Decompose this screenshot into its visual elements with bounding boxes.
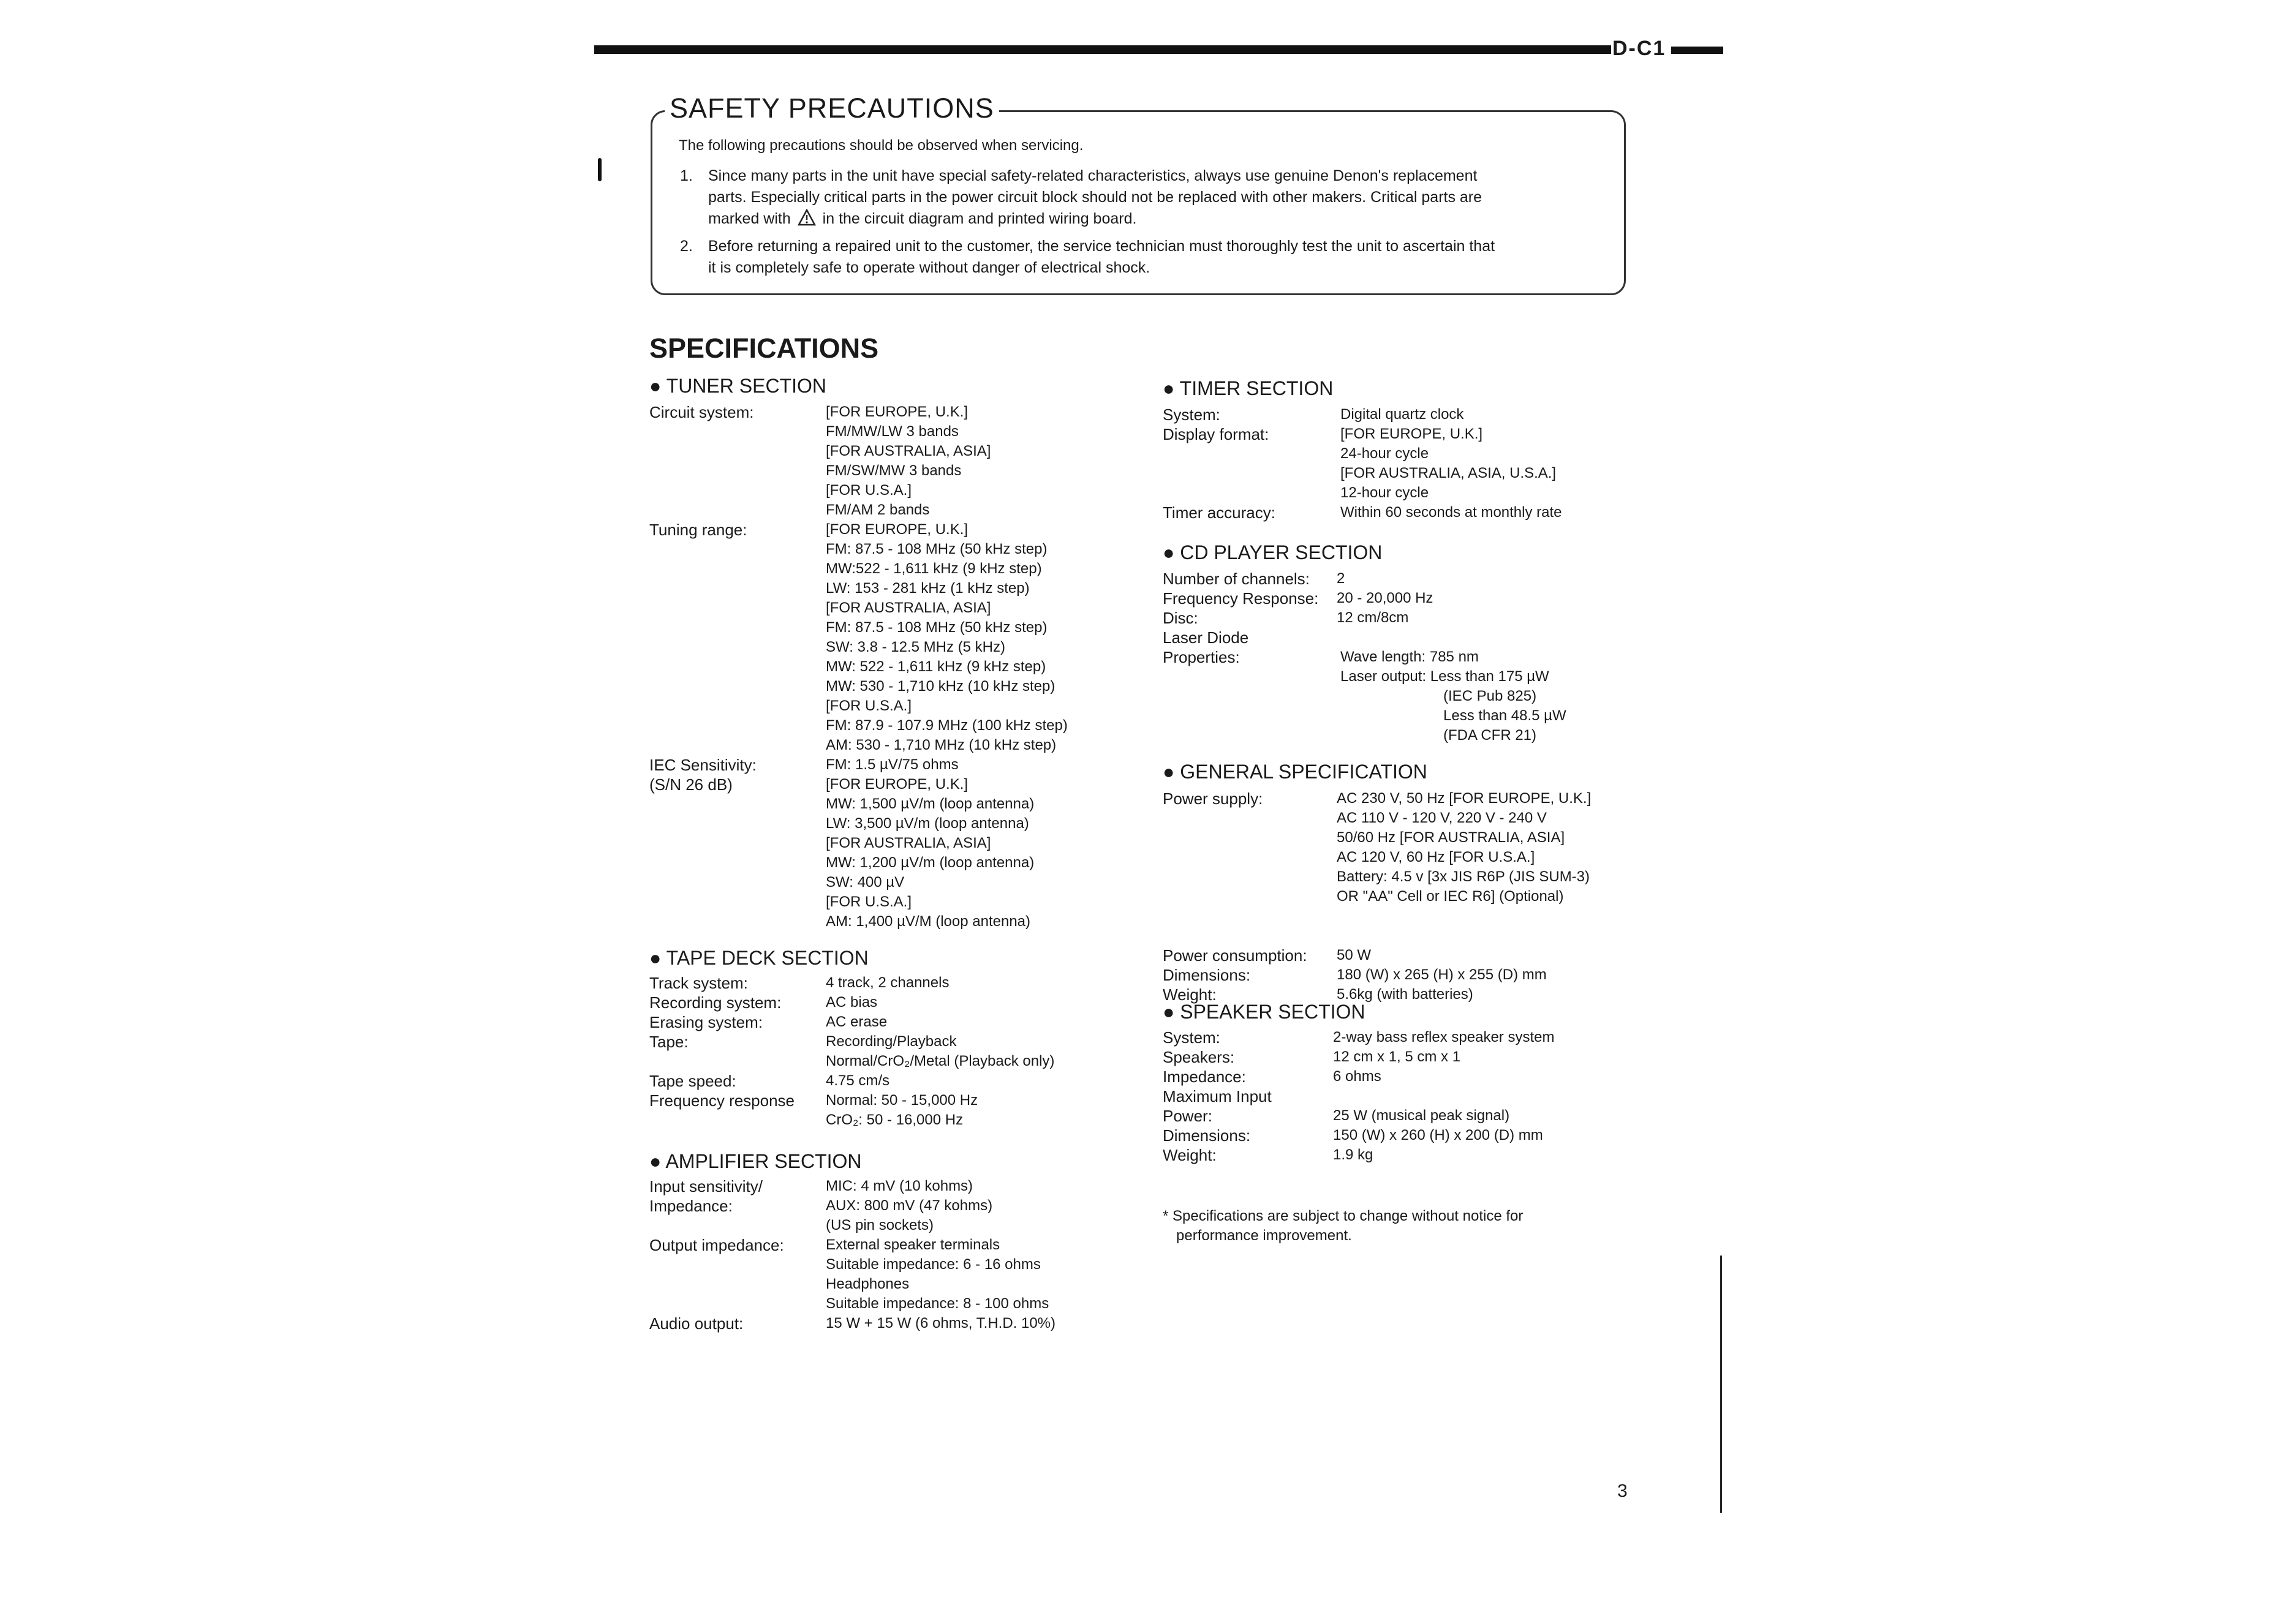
- speaker-labels: System: Speakers: Impedance: Maximum Input Power: Dimensions: Weight:: [1163, 1028, 1272, 1164]
- tape-deck-section-heading: ● TAPE DECK SECTION: [649, 947, 869, 969]
- precaution-line: Since many parts in the unit have special safety-related characteristics, always use genuine Denon's replacement: [708, 167, 1478, 184]
- tape-values: 4 track, 2 channels AC bias AC erase Recording/Playback Normal/CrO₂/Metal (Playback only) 4.75 cm/s Normal: 50 - 15,000 Hz CrO₂: 50 - 16,000 Hz: [826, 974, 1055, 1128]
- warning-triangle-icon: [798, 209, 816, 226]
- tuner-labels: Circuit system: Tuning range: IEC Sensitivity: (S/N 26 dB): [649, 403, 757, 794]
- cd-player-section-heading: ● CD PLAYER SECTION: [1163, 541, 1383, 563]
- precaution-line: marked with in the circuit diagram and printed wiring board.: [708, 210, 1137, 227]
- timer-values: Digital quartz clock [FOR EUROPE, U.K.] 24-hour cycle [FOR AUSTRALIA, ASIA, U.S.A.] 12-hour cycle Within 60 seconds at monthly rate: [1340, 406, 1562, 521]
- safety-intro: The following precautions should be observed when servicing.: [679, 137, 1084, 154]
- scan-mark: [598, 158, 602, 181]
- precaution-number: 1.: [680, 167, 693, 184]
- precaution-line: it is completely safe to operate without danger of electrical shock.: [708, 259, 1150, 276]
- speaker-values: 2-way bass reflex speaker system 12 cm x 1, 5 cm x 1 6 ohms 25 W (musical peak signal) 150 (W) x 260 (H) x 200 (D) mm 1.9 kg: [1333, 1029, 1555, 1163]
- header-rule: [594, 45, 1611, 54]
- precaution-line: parts. Especially critical parts in the power circuit block should not be replaced with other makers. Critical parts are: [708, 189, 1482, 206]
- amplifier-section-heading: ● AMPLIFIER SECTION: [649, 1150, 862, 1172]
- general-values: AC 230 V, 50 Hz [FOR EUROPE, U.K.] AC 110 V - 120 V, 220 V - 240 V 50/60 Hz [FOR AUSTRALIA, ASIA] AC 120 V, 60 Hz [FOR U.S.A.] Battery: 4.5 v [3x JIS R6P (JIS SUM-3) OR "AA" Cell or IEC R6] (Optional) 50 W 180 (W) x 265 (H) x 255 (D) mm 5.6kg (with batteries): [1337, 790, 1592, 1003]
- model-code: D-C1: [1612, 37, 1666, 60]
- tuner-values: [FOR EUROPE, U.K.] FM/MW/LW 3 bands [FOR AUSTRALIA, ASIA] FM/SW/MW 3 bands [FOR U.S.A.] FM/AM 2 bands [FOR EUROPE, U.K.] FM: 87.5 - 108 MHz (50 kHz step) MW:522 - 1,611 kHz (9 kHz step) LW: 153 - 281 kHz (1 kHz step) [FOR AUSTRALIA, ASIA] FM: 87.5 - 108 MHz (50 kHz step) SW: 3.8 - 12.5 MHz (5 kHz) MW: 522 - 1,611 kHz (9 kHz step) MW: 530 - 1,710 kHz (10 kHz step) [FOR U.S.A.] FM: 87.9 - 107.9 MHz (100 kHz step) AM: 530 - 1,710 MHz (10 kHz step) FM: 1.5 µV/75 ohms [FOR EUROPE, U.K.] MW: 1,500 µV/m (loop antenna) LW: 3,500 µV/m (loop antenna) [FOR AUSTRALIA, ASIA] MW: 1,200 µV/m (loop antenna) SW: 400 µV [FOR U.S.A.] AM: 1,400 µV/M (loop antenna): [826, 404, 1068, 930]
- safety-precautions-title: SAFETY PRECAUTIONS: [665, 94, 999, 122]
- cd-labels: Number of channels: Frequency Response: Disc: Laser Diode Properties:: [1163, 570, 1319, 666]
- specifications-title: SPECIFICATIONS: [649, 333, 879, 364]
- precaution-line: Before returning a repaired unit to the customer, the service technician must thoroughly test the unit to ascertain that: [708, 238, 1495, 255]
- cd-values: 2 20 - 20,000 Hz 12 cm/8cm: [1337, 570, 1433, 626]
- tape-labels: Track system: Recording system: Erasing system: Tape: Tape speed: Frequency response: [649, 974, 795, 1110]
- amplifier-labels: Input sensitivity/ Impedance: Output impedance: Audio output:: [649, 1177, 784, 1333]
- page-number: 3: [1617, 1481, 1628, 1501]
- specifications-footnote: * Specifications are subject to change without notice for performance improvement.: [1163, 1208, 1524, 1244]
- header-rule-end: [1671, 47, 1723, 54]
- tuner-section-heading: ● TUNER SECTION: [649, 375, 826, 397]
- cd-laser-sub-values: (IEC Pub 825) Less than 48.5 µW (FDA CFR 21): [1443, 688, 1566, 744]
- page-edge-line: [1720, 1256, 1722, 1513]
- amplifier-values: MIC: 4 mV (10 kohms) AUX: 800 mV (47 kohms) (US pin sockets) External speaker terminals Suitable impedance: 6 - 16 ohms Headphones Suitable impedance: 8 - 100 ohms 15 W + 15 W (6 ohms, T.H.D. 10%): [826, 1178, 1056, 1331]
- general-labels: Power supply: Power consumption: Dimensions: Weight:: [1163, 789, 1307, 1004]
- timer-section-heading: ● TIMER SECTION: [1163, 377, 1334, 399]
- precaution-item: [680, 236, 1627, 279]
- cd-laser-values: Wave length: 785 nm Laser output: Less than 175 µW: [1340, 649, 1549, 685]
- speaker-section-heading: ● SPEAKER SECTION: [1163, 1001, 1365, 1023]
- general-section-heading: ● GENERAL SPECIFICATION: [1163, 761, 1427, 783]
- precaution-number: 2.: [680, 238, 693, 255]
- precaution-item: [680, 165, 1627, 230]
- timer-labels: System: Display format: Timer accuracy:: [1163, 405, 1275, 522]
